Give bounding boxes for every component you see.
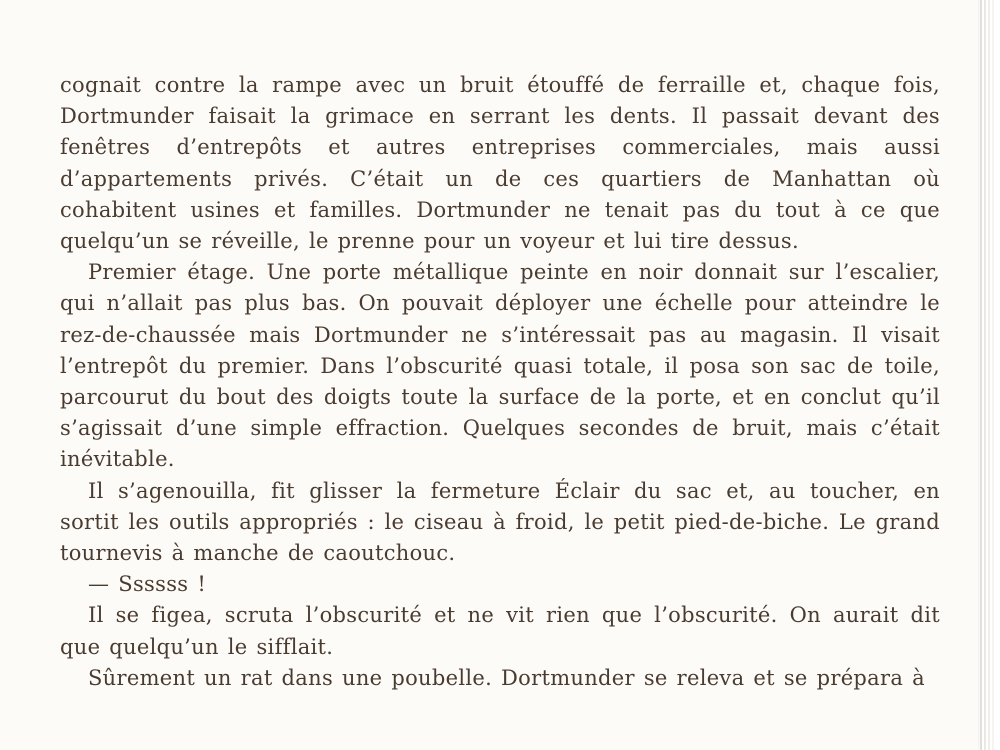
paragraph: Il s’agenouilla, fit glisser la fermeture Éclair du sac et, au toucher, en sortit les outils appropriés : le ciseau à froid, le petit pied-de-biche. Le grand tournevis à manche de caoutchouc. <box>60 478 940 566</box>
paragraph: cognait contre la rampe avec un bruit étouffé de ferraille et, chaque fois, Dortmunder faisait la grimace en serrant les dents. Il passait devant des fenêtres d’entrepôts et autres entreprises commerciales, mais aussi d’appartements privés. C’était un de ces quartiers de Manhattan où cohabitent usines et familles. Dortmunder ne tenait pas du tout à ce que quelqu’un se réveille, le prenne pour un voyeur et lui tire dessus. <box>60 73 940 254</box>
paragraph: Il se figea, scruta l’obscurité et ne vit rien que l’obscurité. On aurait dit que quelqu’un le sifflait. <box>60 603 940 659</box>
page-stack-edge <box>984 0 986 750</box>
page-text <box>60 70 940 694</box>
dialogue-line: — Ssssss ! <box>88 572 207 597</box>
paragraph: Sûrement un rat dans une poubelle. Dortmunder se releva et se prépara à <box>88 665 925 690</box>
page-stack-edge <box>992 0 994 750</box>
paragraph: Premier étage. Une porte métallique peinte en noir donnait sur l’escalier, qui n’allait pas plus bas. On pouvait déployer une échelle pour atteindre le rez-de-chaussée mais Dortmunder ne s’intéressait pas au magasin. Il visait l’entrepôt du premier. Dans l’obscurité quasi totale, il posa son sac de toile, parcourut du bout des doigts toute la surface de la porte, et en conclut qu’il s’agissait d’une simple effraction. Quelques secondes de bruit, mais c’était inévitable. <box>60 260 940 472</box>
page-stack-edge <box>988 0 990 750</box>
page-stack-edge <box>980 0 982 750</box>
